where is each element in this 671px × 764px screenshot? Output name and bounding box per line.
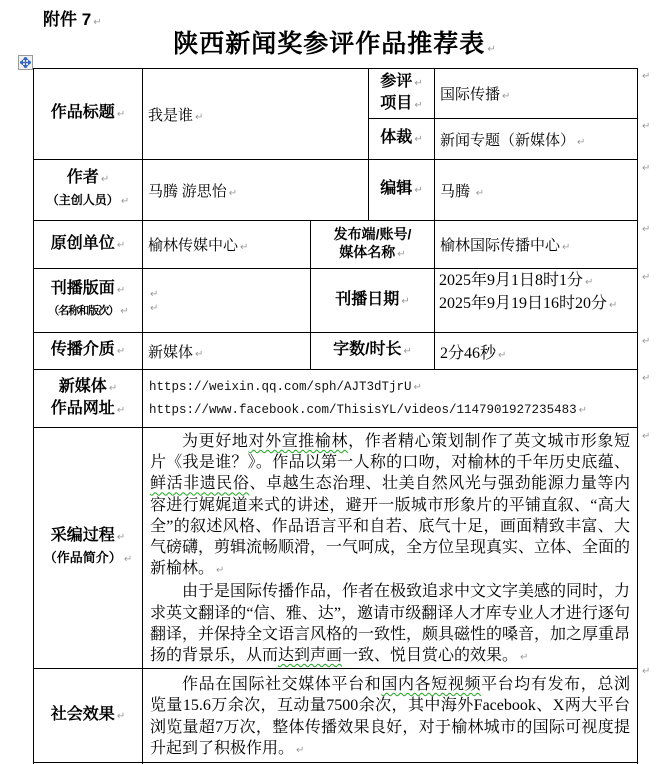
page-title <box>33 24 637 60</box>
work-title-value[interactable]: 我是谁 ↵ <box>143 69 369 160</box>
paragraph-mark-icon <box>607 295 617 312</box>
row-end-mark-icon: ↵ <box>642 224 651 235</box>
publish-layout-value[interactable] <box>143 269 311 333</box>
paragraph-mark-icon <box>99 169 109 186</box>
page-title-text: 陕西新闻奖参评作品推荐表 <box>173 30 486 58</box>
row-work-title <box>34 69 638 119</box>
paragraph-mark-icon <box>193 345 203 361</box>
publish-date-value[interactable]: 2025年9月1日8时1分 ↵ 2025年9月19日16时20分 ↵ <box>435 269 638 333</box>
row-publish-layout-date <box>34 269 638 333</box>
entry-category-label: 参评 ↵ 项目 ↵ <box>369 69 435 119</box>
genre-value[interactable]: 新闻专题（新媒体） ↵ <box>435 119 638 160</box>
row-end-mark-icon: ↵ <box>642 373 651 384</box>
editor-label: 编辑 ↵ <box>369 160 435 221</box>
medium-label: 传播介质 ↵ <box>34 333 143 370</box>
row-end-mark-icon: ↵ <box>642 272 651 283</box>
facebook-url-link[interactable]: https://www.facebook.com/ThisisYL/videos/1147901927235483 <box>149 402 577 417</box>
publish-account-label: 发布端/账号/ 媒体名称 ↵ <box>311 221 435 269</box>
spellcheck-underline: 达到声画 <box>278 647 343 665</box>
social-effect-paragraph: 作品在国际社交媒体平台和国内各短视频平台均有发布，总浏览量15.6万余次，互动量7500余次，其中海外Facebook、X两大平台浏览量超7万次，整体传播效果良好，对于榆林城市的国际可视度提升起到了积极作用。 ↵ <box>150 674 630 761</box>
genre-label: 体裁 ↵ <box>369 119 435 160</box>
duration-label: 字数/时长 ↵ <box>311 333 435 370</box>
row-end-mark-icon: ↵ <box>642 431 651 442</box>
paragraph-mark-icon <box>412 180 422 197</box>
paragraph-mark-icon <box>214 560 224 577</box>
row-social-effect <box>34 669 638 763</box>
medium-value[interactable]: 新媒体 ↵ <box>143 333 311 370</box>
paragraph-mark-icon <box>560 238 570 254</box>
paragraph-mark-icon <box>399 291 409 308</box>
paragraph-mark-icon <box>412 129 422 146</box>
new-media-url-label: 新媒体 ↵ 作品网址 ↵ <box>34 370 143 428</box>
paragraph-mark-icon <box>412 95 422 112</box>
paragraph-mark-icon <box>115 400 125 417</box>
paragraph-mark-icon <box>115 706 125 723</box>
editing-process-paragraph-1: 为更好地对外宣推榆林，作者精心策划制作了英文城市形象短片《我是谁？》。作品以第一人称的口吻，对榆林的千年历史底蕴、鲜活非遗民俗、卓越生态治理、壮美自然风光与强劲能源力量等内容进行娓娓道来式的讲述，避开一版城市形象片的平铺直叙、“高大全”的叙述风格、作品语言平和自若、底气十足，画面精致丰富、大气磅礴，剪辑流畅顺滑，一气呵成，全方位呈现真实、立体、全面的新榆林。 ↵ <box>150 431 630 581</box>
row-editing-process <box>34 428 638 669</box>
editing-process-paragraph-2: 由于是国际传播作品，作者在极致追求中文文字美感的同时，力求英文翻译的“信、雅、达”，邀请市级翻译人才库专业人才进行逐句翻译，并保持全文语言风格的一致性，颇具磁性的嗓音，加之厚重昂扬的背景乐，从而达到声画一致、悦目赏心的效果。 ↵ <box>150 581 630 668</box>
paragraph-mark-icon <box>395 244 405 260</box>
paragraph-mark-icon <box>485 30 496 58</box>
row-end-mark-icon: ↵ <box>642 121 651 132</box>
social-effect-value[interactable] <box>143 669 638 763</box>
paragraph-mark-icon <box>412 73 422 90</box>
publish-layout-label: 刊播版面 ↵ （名称和版次） ↵ <box>34 269 143 333</box>
paragraph-mark-icon <box>118 305 127 317</box>
spellcheck-underline: 鲜活非遗民俗 <box>150 475 250 493</box>
row-original-unit <box>34 221 638 269</box>
paragraph-mark-icon <box>294 740 304 757</box>
paragraph-mark-icon <box>119 193 129 207</box>
editor-value[interactable]: 马腾 ↵ <box>435 160 638 221</box>
new-media-url-value <box>143 370 638 428</box>
publish-date-label: 刊播日期 ↵ <box>311 269 435 333</box>
row-end-mark-icon: ↵ <box>642 666 651 677</box>
recommendation-form-table <box>33 68 638 764</box>
publish-account-value[interactable]: 榆林国际传播中心 ↵ <box>435 221 638 269</box>
author-label: 作者 ↵ （主创人员） ↵ <box>34 160 143 221</box>
paragraph-mark-icon <box>518 647 528 664</box>
paragraph-mark-icon <box>115 280 125 297</box>
row-end-mark-icon: ↵ <box>642 336 651 347</box>
row-new-media-urls <box>34 370 638 428</box>
paragraph-mark-icon <box>227 184 237 200</box>
paragraph-mark-icon <box>238 238 248 254</box>
original-unit-value[interactable]: 榆林传媒中心 ↵ <box>143 221 311 269</box>
work-title-label: 作品标题 ↵ <box>34 69 143 160</box>
paragraph-mark-icon <box>474 184 484 200</box>
author-value[interactable]: 马腾 游思怡 ↵ <box>143 160 369 221</box>
attachment-text: 附件 7 <box>43 10 92 29</box>
row-end-mark-icon: ↵ <box>642 71 651 82</box>
editing-process-value[interactable] <box>143 428 638 669</box>
paragraph-mark-icon <box>412 377 422 394</box>
paragraph-mark-icon <box>402 341 412 358</box>
paragraph-mark-icon <box>496 345 506 362</box>
paragraph-mark-icon <box>193 108 203 124</box>
paragraph-mark-icon <box>575 133 585 149</box>
paragraph-mark-icon <box>115 341 125 358</box>
paragraph-mark-icon <box>577 400 587 417</box>
original-unit-label: 原创单位 ↵ <box>34 221 143 269</box>
duration-value[interactable]: 2分46秒 ↵ <box>435 333 638 370</box>
editing-process-label: 采编过程 ↵ （作品简介） ↵ <box>34 428 143 669</box>
row-medium-duration <box>34 333 638 370</box>
table-move-handle-icon[interactable] <box>18 55 33 70</box>
paragraph-mark-icon <box>500 87 510 103</box>
paragraph-mark-icon <box>148 299 158 315</box>
weixin-url-link[interactable]: https://weixin.qq.com/sph/AJT3dTjrU <box>149 379 412 394</box>
row-end-mark-icon: ↵ <box>642 163 651 174</box>
row-author <box>34 160 638 221</box>
paragraph-mark-icon <box>122 550 132 565</box>
spellcheck-underline: 国内各短视频 <box>381 676 482 694</box>
social-effect-label: 社会效果 ↵ <box>34 669 143 763</box>
spellcheck-underline: 对外宣推榆林 <box>248 433 349 450</box>
entry-category-value[interactable]: 国际传播 ↵ <box>435 69 638 119</box>
paragraph-mark-icon <box>115 104 125 121</box>
paragraph-mark-icon <box>115 527 125 544</box>
paragraph-mark-icon <box>583 272 593 289</box>
paragraph-mark-icon <box>115 235 125 252</box>
paragraph-mark-icon <box>107 378 117 395</box>
four-way-arrow-icon <box>20 57 31 68</box>
